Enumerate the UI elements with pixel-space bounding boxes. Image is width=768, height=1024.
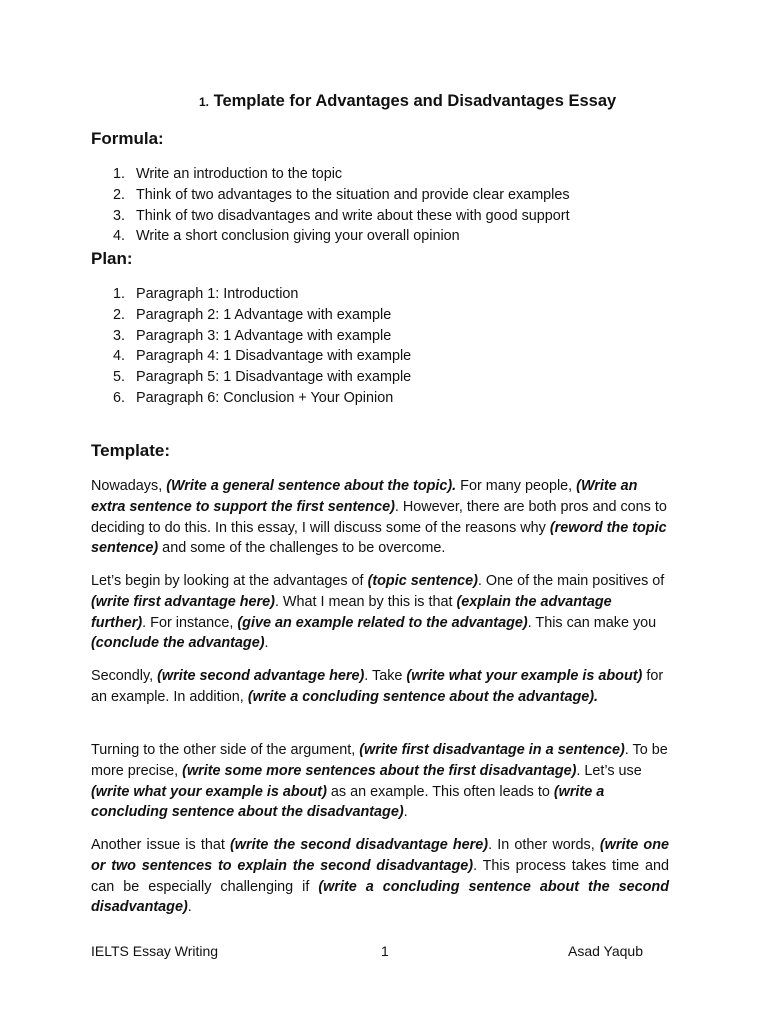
list-text: Paragraph 6: Conclusion + Your Opinion <box>136 389 394 406</box>
list-text: Paragraph 1: Introduction <box>136 286 299 302</box>
list-item <box>91 226 691 247</box>
template-paragraph-advantage-1: Let’s begin by looking at the advantages of (topic sentence). One of the main positives of (write first advantage here). What I mean by this is that (explain the advantage further). For instance, (give an example related to the advantage). This can make you (conclude the advantage). <box>91 573 665 652</box>
footer-left: IELTS Essay Writing <box>91 943 219 959</box>
plan-list <box>91 284 691 409</box>
formula-heading: Formula: <box>91 129 164 148</box>
template-paragraph-advantage-2: Secondly, (write second advantage here). Take (write what your example is about) for an example. In addition, (write a concluding sentence about the advantage). <box>91 668 664 705</box>
title-number: 1. <box>199 95 210 109</box>
footer-page-number: 1 <box>381 943 389 959</box>
list-text: Write an introduction to the topic <box>136 166 343 182</box>
list-number: 2. <box>113 186 126 203</box>
list-number: 5. <box>113 369 126 386</box>
list-item <box>91 185 691 206</box>
list-number: 1. <box>113 166 126 182</box>
list-number: 4. <box>113 228 126 245</box>
template-paragraph-disadvantage-1: Turning to the other side of the argument, (write first disadvantage in a sentence). To be more precise, (write some more sentences about the first disadvantage). Let’s use (write what your example is about) as an example. This often leads to (write a concluding sentence about the disadvantage). <box>91 742 668 821</box>
list-text: Think of two disadvantages and write about these with good support <box>136 207 570 224</box>
list-item <box>91 164 691 185</box>
list-text: Think of two advantages to the situation and provide clear examples <box>136 186 570 203</box>
list-item <box>91 206 691 227</box>
list-item <box>91 367 691 388</box>
list-item <box>91 346 691 367</box>
list-text: Paragraph 5: 1 Disadvantage with example <box>136 369 412 386</box>
template-heading: Template: <box>91 441 171 460</box>
template-paragraph-introduction: Nowadays, (Write a general sentence about the topic). For many people, (Write an extra sentence to support the first sentence). However, there are both pros and cons to deciding to do this. In this essay, I will discuss some of the reasons why (reword the topic sentence) and some of the challenges to be overcome. <box>91 478 667 557</box>
list-item <box>91 284 691 305</box>
page-title <box>199 92 616 111</box>
list-item <box>91 305 691 326</box>
title-text: Template for Advantages and Disadvantages Essay <box>213 92 617 110</box>
list-text: Write a short conclusion giving your overall opinion <box>136 228 460 245</box>
template-paragraph-disadvantage-2: Another issue is that (write the second disadvantage here). In other words, (write one or two sentences to explain the second disadvantage). This process takes time and can be especially challenging if (write a concluding sentence about the second disadvantage). <box>91 837 669 916</box>
list-number: 3. <box>113 327 126 344</box>
list-text: Paragraph 3: 1 Advantage with example <box>136 327 392 344</box>
list-number: 4. <box>113 348 126 365</box>
list-item <box>91 326 691 347</box>
list-number: 3. <box>113 207 126 224</box>
footer-author: Asad Yaqub <box>568 943 643 959</box>
list-number: 2. <box>113 306 126 323</box>
list-text: Paragraph 4: 1 Disadvantage with example <box>136 348 412 365</box>
list-number: 1. <box>113 286 126 302</box>
list-item <box>91 388 691 409</box>
list-text: Paragraph 2: 1 Advantage with example <box>136 306 392 323</box>
plan-heading: Plan: <box>91 249 133 268</box>
list-number: 6. <box>113 389 126 406</box>
formula-list <box>91 164 691 247</box>
